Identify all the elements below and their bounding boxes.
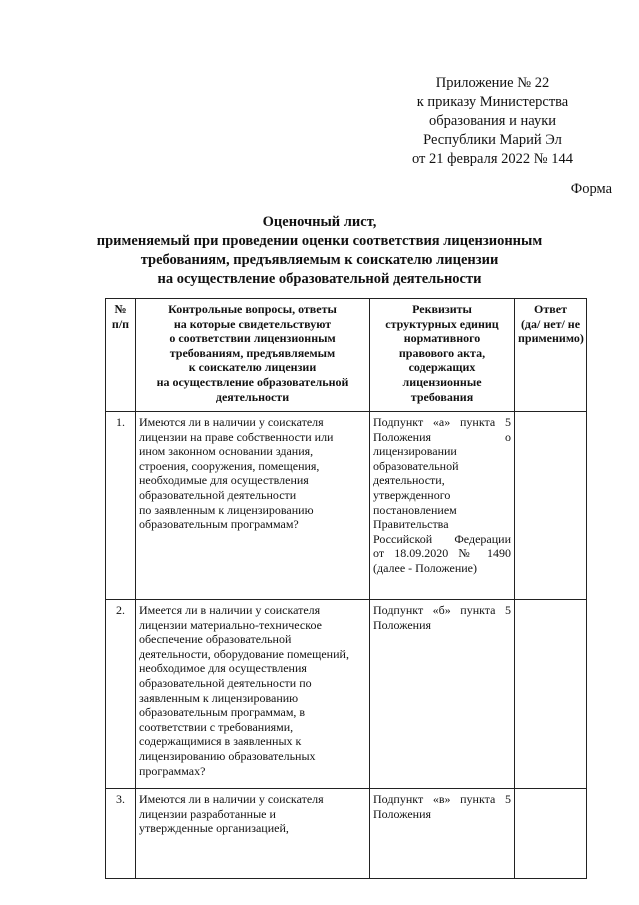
header-answer xyxy=(515,299,587,412)
header-line: требованиям, предъявляемым xyxy=(169,345,336,360)
requisites-line: утвержденного xyxy=(373,487,451,502)
appendix-header xyxy=(385,74,600,169)
header-line: структурных единиц xyxy=(385,316,499,331)
appendix-line: к приказу Министерства xyxy=(416,94,569,110)
requisites-line: образовательной xyxy=(373,458,459,473)
question-cell xyxy=(136,600,370,789)
question-line: обеспечение образовательной xyxy=(139,632,292,647)
question-line: необходимые для осуществления xyxy=(139,473,309,488)
requisites-line: Положения xyxy=(373,806,432,821)
question-line: строения, сооружения, помещения, xyxy=(139,458,320,473)
answer-cell[interactable] xyxy=(515,789,587,879)
requisites-cell xyxy=(370,600,515,789)
requisites-line: Положения о xyxy=(373,429,511,444)
header-question xyxy=(136,299,370,412)
requisites-cell xyxy=(370,412,515,600)
header-line: содержащих xyxy=(408,360,476,375)
row-number: 2. xyxy=(106,600,136,789)
requisites-line: Правительства xyxy=(373,517,449,532)
question-line: лицензии материально-техническое xyxy=(139,617,322,632)
requisites-line: Подпункт «в» пункта 5 xyxy=(373,792,511,806)
row-number: 3. xyxy=(106,789,136,879)
question-line: содержащимися в заявленных к xyxy=(139,734,302,749)
requisites-line: деятельности, xyxy=(373,473,445,488)
question-cell xyxy=(136,412,370,600)
title-line: Оценочный лист, xyxy=(262,214,377,230)
row-number: 1. xyxy=(106,412,136,600)
header-line: Контрольные вопросы, ответы xyxy=(168,302,337,316)
requisites-line: Положения xyxy=(373,617,432,632)
appendix-line: от 21 февраля 2022 № 144 xyxy=(411,151,573,167)
form-label: Форма xyxy=(570,181,612,197)
question-line: соответствии с требованиями, xyxy=(139,719,294,734)
question-line: образовательной деятельности по xyxy=(139,675,312,690)
title-line: требованиям, предъявляемым к соискателю лицензии xyxy=(140,252,499,268)
requisites-cell xyxy=(370,789,515,879)
document-title xyxy=(40,213,599,289)
header-line: Реквизиты xyxy=(412,302,472,316)
header-line: о соответствии лицензионным xyxy=(169,331,336,346)
requisites-line: постановлением xyxy=(373,502,457,517)
question-line: Имеется ли в наличии у соискателя xyxy=(139,603,321,617)
header-line: правового акта, xyxy=(398,345,486,360)
question-line: образовательной деятельности xyxy=(139,487,297,502)
header-line: (да/ нет/ не xyxy=(520,316,581,331)
question-line: Имеются ли в наличии у соискателя xyxy=(139,792,324,806)
requisites-line: Подпункт «б» пункта 5 xyxy=(373,603,511,617)
answer-cell[interactable] xyxy=(515,600,587,789)
header-line: № xyxy=(114,302,127,316)
title-line: применяемый при проведении оценки соответствия лицензионным xyxy=(96,233,543,249)
header-line: нормативного xyxy=(403,331,481,346)
requisites-line: от 18.09.2020 № 1490 xyxy=(373,546,511,561)
question-line: необходимое для осуществления xyxy=(139,661,307,676)
assessment-table xyxy=(105,298,587,879)
appendix-line: образования и науки xyxy=(428,113,556,129)
requisites-line: Российской Федерации xyxy=(373,531,511,546)
question-line: по заявленным к лицензированию xyxy=(139,502,314,517)
question-line: лицензированию образовательных xyxy=(139,748,316,763)
question-line: образовательным программам? xyxy=(139,517,299,532)
header-line: требования xyxy=(410,389,474,404)
question-line: утвержденные организацией, xyxy=(139,821,289,836)
header-requisites xyxy=(370,299,515,412)
table-row xyxy=(106,600,587,789)
header-number xyxy=(106,299,136,412)
question-line: ином законном основании здания, xyxy=(139,444,314,459)
requisites-line: (далее - Положение) xyxy=(373,560,477,575)
question-line: заявленным к лицензированию xyxy=(139,690,299,705)
header-line: к соискателю лицензии xyxy=(188,360,317,375)
header-line: на осуществление образовательной xyxy=(156,374,349,389)
question-line: программах? xyxy=(139,763,206,778)
header-line: Ответ xyxy=(534,302,567,316)
question-line: деятельности, оборудование помещений, xyxy=(139,646,349,661)
requisites-line: Подпункт «а» пункта 5 xyxy=(373,415,511,429)
header-line: деятельности xyxy=(215,389,290,404)
table-header-row xyxy=(106,299,587,412)
header-line: на которые свидетельствуют xyxy=(173,316,332,331)
answer-cell[interactable] xyxy=(515,412,587,600)
appendix-line: Республики Марий Эл xyxy=(423,132,562,148)
table-row xyxy=(106,789,587,879)
question-line: Имеются ли в наличии у соискателя xyxy=(139,415,324,429)
question-line: лицензии на праве собственности или xyxy=(139,429,334,444)
table-row xyxy=(106,412,587,600)
title-line: на осуществление образовательной деятельности xyxy=(157,271,482,287)
question-cell xyxy=(136,789,370,879)
requisites-line: лицензировании xyxy=(373,444,457,459)
question-line: лицензии разработанные и xyxy=(139,806,276,821)
header-line: лицензионные xyxy=(402,374,482,389)
question-line: образовательным программам, в xyxy=(139,705,306,720)
header-line: применимо) xyxy=(518,331,584,346)
appendix-line: Приложение № 22 xyxy=(435,75,550,91)
header-line: п/п xyxy=(111,316,130,331)
